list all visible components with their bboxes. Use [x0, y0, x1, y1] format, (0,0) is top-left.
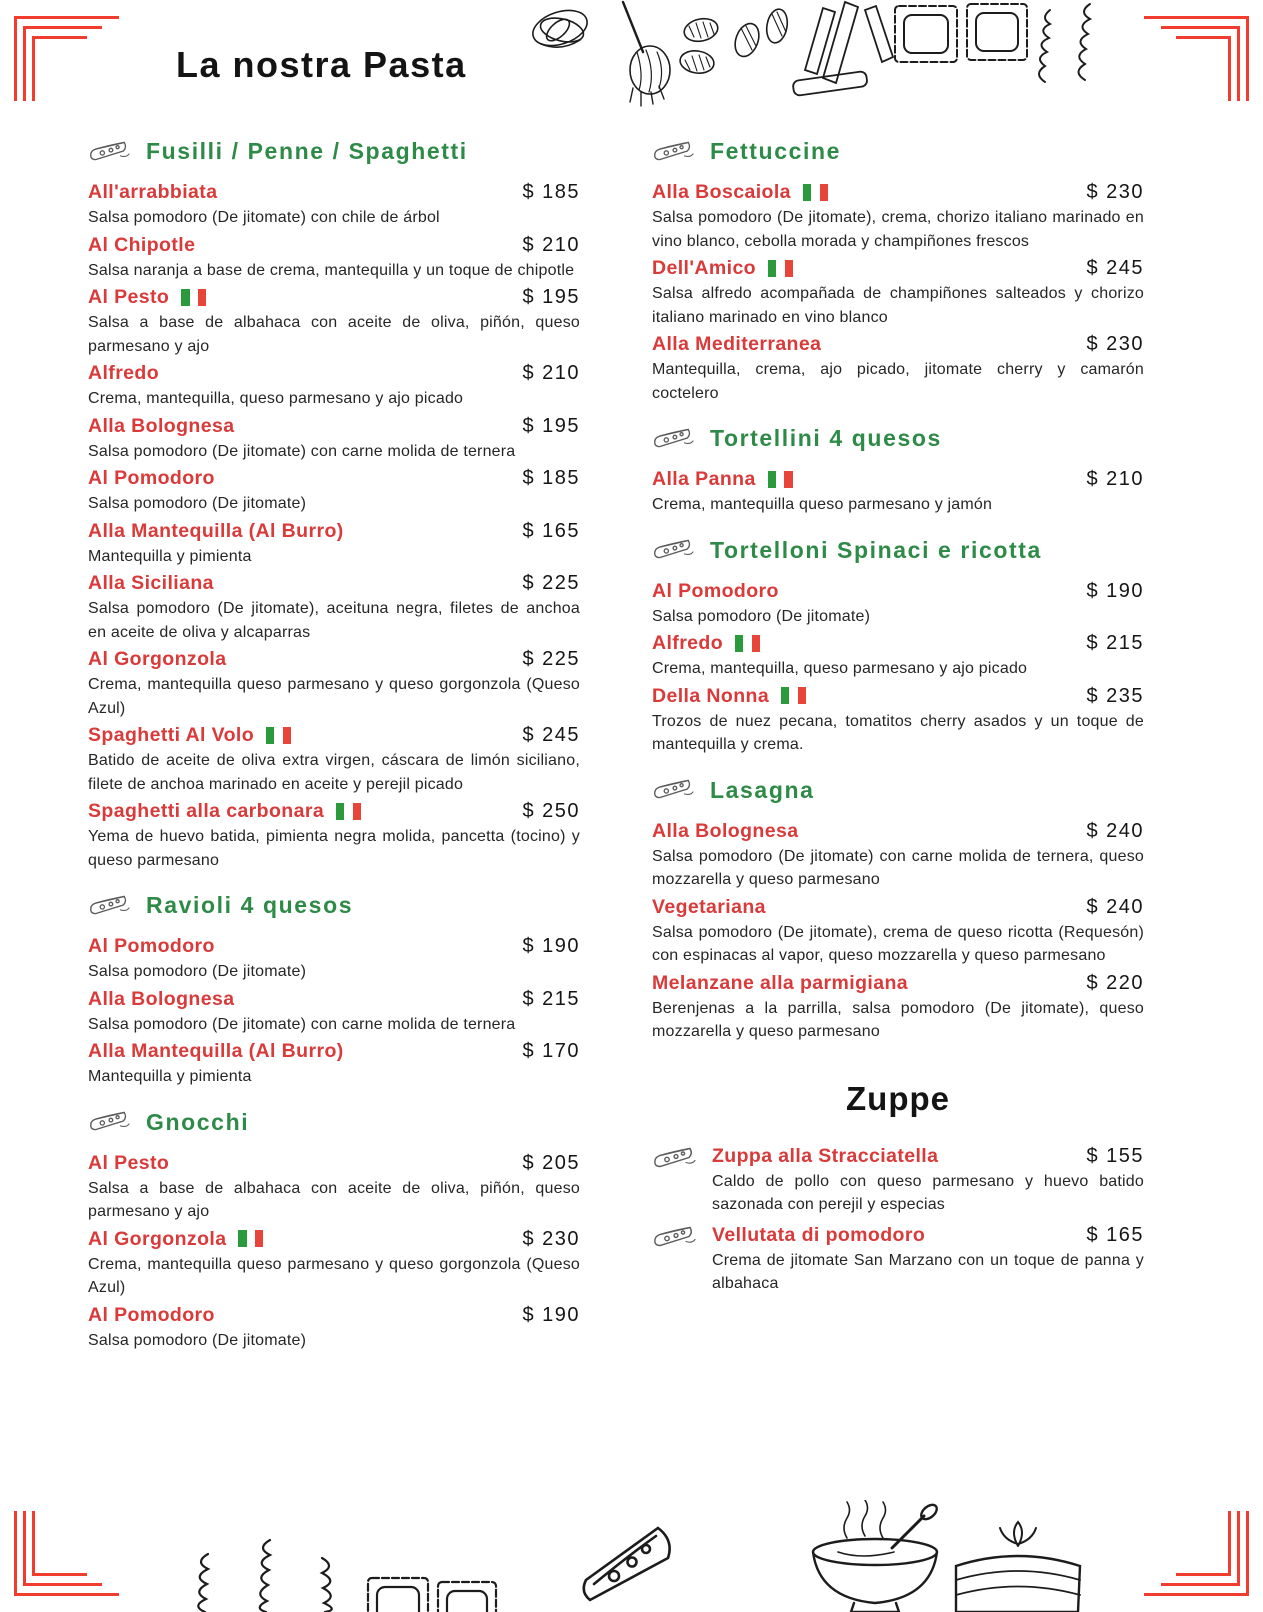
menu-item: [652, 577, 1144, 629]
italian-flag-icon: [238, 1230, 263, 1247]
item-description: Mantequilla y pimienta: [88, 547, 252, 565]
item-name: Al Pomodoro: [88, 467, 215, 489]
menu-item: [88, 797, 580, 872]
item-name: Al Pesto: [88, 1151, 170, 1174]
item-price: $ 190: [522, 935, 580, 957]
menu-item: [652, 178, 1144, 253]
item-description: Salsa pomodoro (De jitomate): [88, 963, 307, 980]
item-description: Berenjenas a la parrilla, salsa pomodoro (De jitomate), queso mozzarella y queso parmesano: [652, 999, 1144, 1040]
section-title: Tortellini 4 quesos: [710, 425, 942, 451]
item-description: Salsa pomodoro (De jitomate): [88, 495, 307, 512]
item-description: Batido de aceite de oliva extra virgen, cáscara de limón siciliano, filete de anchoa marinado en aceite y perejil picado: [88, 752, 580, 793]
pizza-slice-icon: [652, 426, 694, 452]
item-description: Crema, mantequilla queso parmesano y queso gorgonzola (Queso Azul): [88, 676, 580, 717]
menu-item: [88, 569, 580, 644]
item-description: Salsa naranja a base de crema, mantequilla y un toque de chipotle: [88, 261, 575, 279]
item-name: Al Pomodoro: [652, 579, 779, 602]
menu-item: [88, 1301, 580, 1353]
item-price: $ 230: [1086, 333, 1144, 355]
menu-item: [652, 465, 1144, 517]
menu-item: [652, 254, 1144, 329]
section-title: Ravioli 4 quesos: [146, 892, 354, 918]
item-description: Mantequilla, crema, ajo picado, jitomate cherry y camarón coctelero: [652, 361, 1144, 402]
item-description: Salsa pomodoro (De jitomate) con carne molida de ternera, queso mozzarella y queso parmesano: [652, 847, 1144, 888]
menu-item: [88, 412, 580, 464]
pizza-slice-icon: [652, 1221, 696, 1296]
item-price: $ 205: [522, 1151, 580, 1174]
section-ravioli-4-quesos: [88, 892, 580, 1089]
italian-flag-icon: [768, 471, 793, 488]
item-price: $ 245: [1086, 257, 1144, 279]
item-name: Alfredo: [88, 362, 160, 384]
item-name: Melanzane alla parmigiana: [652, 971, 909, 994]
section-gnocchi: [88, 1109, 580, 1353]
section-tortelloni-spinaci-e-ricotta: [652, 537, 1144, 757]
section-fusilli-penne-spaghetti: [88, 138, 580, 872]
pasta-illustrations-bottom: [150, 1500, 1100, 1612]
pizza-slice-icon: [652, 777, 694, 803]
item-price: $ 165: [1086, 1223, 1144, 1246]
section-header: [652, 777, 1144, 804]
item-name: Alla Bolognesa: [88, 414, 235, 437]
item-price: $ 250: [522, 800, 580, 822]
pizza-slice-icon: [652, 537, 694, 563]
menu-item: [88, 231, 580, 283]
item-price: $ 195: [522, 414, 580, 437]
item-price: $ 220: [1086, 971, 1144, 994]
menu-item: [652, 817, 1144, 892]
menu-item: [652, 1221, 1144, 1296]
item-description: Trozos de nuez pecana, tomatitos cherry asados y un toque de mantequilla y crema.: [652, 712, 1144, 753]
menu-item: [88, 645, 580, 720]
item-description: Salsa alfredo acompañada de champiñones salteados y chorizo italiano marinado en vino blanco: [652, 285, 1144, 326]
item-name: Alla Bolognesa: [88, 987, 235, 1010]
menu-item: [652, 893, 1144, 968]
item-name: Alla Siciliana: [88, 572, 214, 594]
item-price: $ 235: [1086, 684, 1144, 707]
item-price: $ 240: [1086, 895, 1144, 918]
item-price: $ 210: [522, 362, 580, 384]
item-description: Salsa a base de albahaca con aceite de oliva, piñón, queso parmesano y ajo: [88, 314, 580, 355]
item-price: $ 245: [522, 724, 580, 746]
item-name: Alla Panna: [652, 468, 756, 490]
menu-column-left: [88, 132, 580, 1353]
menu-item: [88, 178, 580, 230]
italian-flag-icon: [336, 803, 361, 820]
item-name: All'arrabbiata: [88, 181, 218, 203]
item-price: $ 230: [1086, 181, 1144, 203]
item-price: $ 215: [522, 987, 580, 1010]
item-name: Spaghetti alla carbonara: [88, 800, 325, 822]
item-description: Crema, mantequilla queso parmesano y queso gorgonzola (Queso Azul): [88, 1255, 580, 1296]
section-title: Tortelloni Spinaci e ricotta: [710, 536, 1042, 563]
item-price: $ 230: [522, 1227, 580, 1250]
pasta-illustrations-top: [505, 0, 1125, 116]
pizza-slice-icon: [88, 139, 130, 165]
item-name: Al Gorgonzola: [88, 648, 227, 670]
pizza-slice-icon: [88, 1109, 130, 1135]
italian-flag-icon: [266, 727, 291, 744]
item-description: Salsa pomodoro (De jitomate) con carne molida de ternera: [88, 1015, 516, 1033]
item-name: Al Pomodoro: [88, 935, 215, 957]
italian-flag-icon: [181, 289, 206, 306]
item-name: Al Chipotle: [88, 233, 196, 256]
item-price: $ 225: [522, 648, 580, 670]
item-name: Alla Boscaiola: [652, 181, 791, 203]
menu-item: [88, 1037, 580, 1089]
pizza-slice-icon: [652, 139, 694, 165]
menu-item: [88, 464, 580, 516]
item-price: $ 185: [522, 467, 580, 489]
menu-column-right: [652, 132, 1144, 1300]
item-name: Della Nonna: [652, 684, 770, 707]
item-description: Salsa pomodoro (De jitomate), aceituna negra, filetes de anchoa en aceite de oliva y alcaparras: [88, 600, 580, 641]
item-name: Dell'Amico: [652, 257, 756, 279]
item-description: Crema, mantequilla, queso parmesano y ajo picado: [652, 660, 1028, 677]
item-name: Spaghetti Al Volo: [88, 724, 255, 746]
menu-item: [88, 932, 580, 984]
menu-item: [88, 1149, 580, 1224]
section-title: Gnocchi: [146, 1108, 250, 1135]
item-description: Crema, mantequilla, queso parmesano y ajo picado: [88, 390, 464, 407]
pizza-slice-icon: [88, 893, 130, 919]
item-price: $ 170: [522, 1040, 580, 1062]
section-header: [652, 537, 1144, 564]
item-name: Al Pesto: [88, 286, 170, 308]
item-description: Yema de huevo batida, pimienta negra molida, pancetta (tocino) y queso parmesano: [88, 828, 580, 869]
item-price: $ 190: [1086, 579, 1144, 602]
italian-flag-icon: [735, 635, 760, 652]
item-name: Alla Mantequilla (Al Burro): [88, 1040, 344, 1062]
item-price: $ 215: [1086, 632, 1144, 654]
menu-item: [88, 721, 580, 796]
item-description: Salsa a base de albahaca con aceite de oliva, piñón, queso parmesano y ajo: [88, 1179, 580, 1220]
item-price: $ 225: [522, 572, 580, 594]
item-description: Salsa pomodoro (De jitomate): [88, 1331, 307, 1349]
item-description: Salsa pomodoro (De jitomate) con chile de árbol: [88, 209, 440, 226]
item-description: Salsa pomodoro (De jitomate): [652, 607, 871, 625]
item-description: Crema, mantequilla queso parmesano y jamón: [652, 496, 993, 513]
menu-item: [88, 985, 580, 1037]
item-description: Salsa pomodoro (De jitomate), crema de queso ricotta (Requesón) con espinacas al vapor, queso mozzarella y queso parmesano: [652, 923, 1144, 964]
item-name: Alla Mantequilla (Al Burro): [88, 519, 344, 542]
menu-item: [88, 283, 580, 358]
menu-item: [652, 330, 1144, 405]
item-name: Al Pomodoro: [88, 1303, 215, 1326]
item-description: Caldo de pollo con queso parmesano y huevo batido sazonada con perejil y especias: [712, 1172, 1144, 1213]
pizza-slice-icon: [652, 1142, 696, 1217]
item-price: $ 155: [1086, 1144, 1144, 1167]
section-header: [88, 892, 580, 919]
item-price: $ 210: [522, 233, 580, 256]
item-name: Alfredo: [652, 632, 724, 654]
item-description: Mantequilla y pimienta: [88, 1068, 252, 1085]
section-title: Fettuccine: [710, 138, 842, 164]
italian-flag-icon: [803, 184, 828, 201]
item-name: Vegetariana: [652, 895, 766, 918]
item-description: Salsa pomodoro (De jitomate), crema, chorizo italiano marinado en vino blanco, cebolla morada y champiñones frescos: [652, 209, 1144, 250]
section-header: [652, 425, 1144, 452]
menu-item: [652, 1142, 1144, 1217]
section-lasagna: [652, 777, 1144, 1044]
italian-flag-icon: [768, 260, 793, 277]
menu-item: [652, 969, 1144, 1044]
item-price: $ 190: [522, 1303, 580, 1326]
item-description: Salsa pomodoro (De jitomate) con carne molida de ternera: [88, 442, 516, 460]
page-title: La nostra Pasta: [176, 44, 467, 85]
menu-item: [652, 629, 1144, 681]
item-price: $ 165: [522, 519, 580, 542]
italian-flag-icon: [781, 687, 806, 704]
item-name: Alla Mediterranea: [652, 333, 822, 355]
section-header: [652, 138, 1144, 165]
item-price: $ 195: [522, 286, 580, 308]
menu-item: [88, 359, 580, 411]
item-price: $ 240: [1086, 819, 1144, 842]
section-header: [88, 1109, 580, 1136]
item-name: Al Gorgonzola: [88, 1227, 227, 1250]
item-name: Vellutata di pomodoro: [712, 1223, 926, 1246]
menu-item: [652, 682, 1144, 757]
item-name: Zuppa alla Stracciatella: [712, 1144, 939, 1167]
zuppe-title: Zuppe: [846, 1079, 950, 1117]
section-title: Lasagna: [710, 776, 815, 803]
item-price: $ 185: [522, 181, 580, 203]
section-tortellini-4-quesos: [652, 425, 1144, 517]
section-header: [88, 138, 580, 165]
item-price: $ 210: [1086, 468, 1144, 490]
item-name: Alla Bolognesa: [652, 819, 799, 842]
section-title: Fusilli / Penne / Spaghetti: [146, 138, 468, 164]
section-fettuccine: [652, 138, 1144, 405]
item-description: Crema de jitomate San Marzano con un toque de panna y albahaca: [712, 1251, 1144, 1292]
menu-item: [88, 1225, 580, 1300]
menu-item: [88, 517, 580, 569]
